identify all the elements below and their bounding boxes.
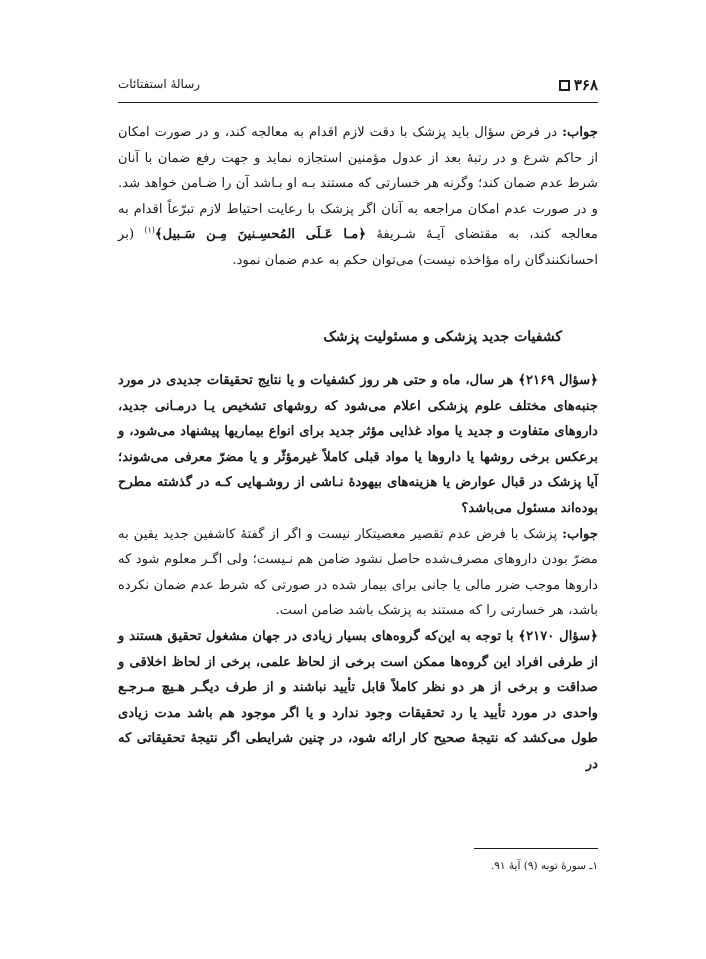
answer-2169-text: پزشک با فرض عدم تقصیر معصیتکار نیست و اگر از گفتهٔ کاشفین جدید یقین به مضرّ بودن داروهای مصرف‌شده حاصل نشود ضامن هم نـیست؛ ولی اگـر معلوم شود که داروها موجب ضرر مالی یا جانی برای بیمار شده در صورتی که شرط عدم ضمان نکرده باشد، هر خسارتی را که مستند به پزشک باشد ضامن است. — [118, 526, 598, 619]
footnote-ref: (۱) — [144, 225, 155, 235]
question-2169 — [118, 368, 598, 522]
question-2169-text: هر سال، ماه و حتی هر روز کشفیات و یا نتایج تحقیقات جدیدی در مورد جنبه‌های مختلف علوم پزشکی اعلام می‌شود که روشهای تشخیص یـا درمـانی جدید، داروهای متفاوت و جدید یا مواد غذایی مؤثر جدید برای انواع بیماریها پیشنهاد می‌شود، و برعکس برخی روشها یا داروها یا مواد قبلی کاملاً غیرمؤثّر و یا مضرّ معرفی می‌شوند؛ آیا پزشک در قبال عوارض یا هزینه‌های بیهودهٔ نـاشی از روشـهایی کـه در گذشته مطرح بوده‌اند مسئول می‌باشد؟ — [118, 373, 598, 516]
running-title: رسالهٔ استفتائات — [118, 77, 201, 91]
question-2170 — [118, 624, 598, 778]
page-number-text: ۳۶۸ — [573, 76, 598, 94]
square-bullet-icon — [559, 80, 570, 91]
page-header — [118, 76, 598, 98]
answer-2169-label: جواب: — [562, 526, 598, 542]
quran-quote: ﴿مـا عَـلَى المُحسِـنينَ مِـن سَـبيل﴾ — [154, 227, 367, 243]
footnote-divider — [474, 848, 598, 849]
question-2170-text: با توجه به این‌که گروه‌های بسیار زیادی در جهان مشغول تحقیق هستند و از طرفی افراد این گروه‌ها ممکن است برخی از لحاظ علمی، برخی از لحاظ اخلاقی و صداقت و برخی از هر دو نظر کاملاً قابل تأیید نباشند و از طرف دیگـر هـیچ مـرجـع واحدی در مورد تأیید یا رد تحقیقات وجود ندارد و یا اگر موجود هم باشد مدت زیادی طول می‌کشد که نتیجهٔ صحیح کار ارائه شود، در چنین شرایطی اگر نتیجهٔ تحقیقاتی که در — [118, 628, 598, 772]
answer-label: جواب: — [562, 125, 598, 140]
intro-text-before: در فرض سؤال باید پزشک با دقت لازم اقدام به معالجه کند، و در صورت امکان از حاکم شرع و در رتبهٔ بعد از عدول مؤمنین استجازه نماید و جهت رفع ضمان با آنان شرط عدم ضمان کند؛ وگرنه هر خسارتی که مستند بـه او بـاشد آن را ضـامن خواهد شد. و در صورت عدم امکان مراجعه به آنان اگر پزشک با رعایت احتیاط لازم تبرّعاً اقدام به معالجه کند، به مقتضای آیـهٔ شـریفهٔ — [118, 125, 598, 243]
page-number — [559, 76, 598, 94]
footnote: ۱ـ سورهٔ توبه (۹) آیهٔ ۹۱. — [490, 860, 598, 872]
header-divider — [118, 102, 598, 103]
intro-paragraph — [118, 120, 598, 274]
answer-2169 — [118, 522, 598, 624]
section-title: کشفیات جدید پزشکی و مسئولیت پزشک — [323, 329, 562, 345]
question-2170-label: ﴿سؤال ۲۱۷۰﴾ — [518, 628, 598, 644]
intro-text-after: (بر احسانکنندگان راه مؤاخذه نیست) می‌توان حکم به عدم ضمان نمود. — [118, 227, 598, 268]
question-2169-label: ﴿سؤال ۲۱۶۹﴾ — [518, 373, 598, 388]
intro-answer — [118, 120, 598, 274]
question-2169-block — [118, 368, 598, 778]
